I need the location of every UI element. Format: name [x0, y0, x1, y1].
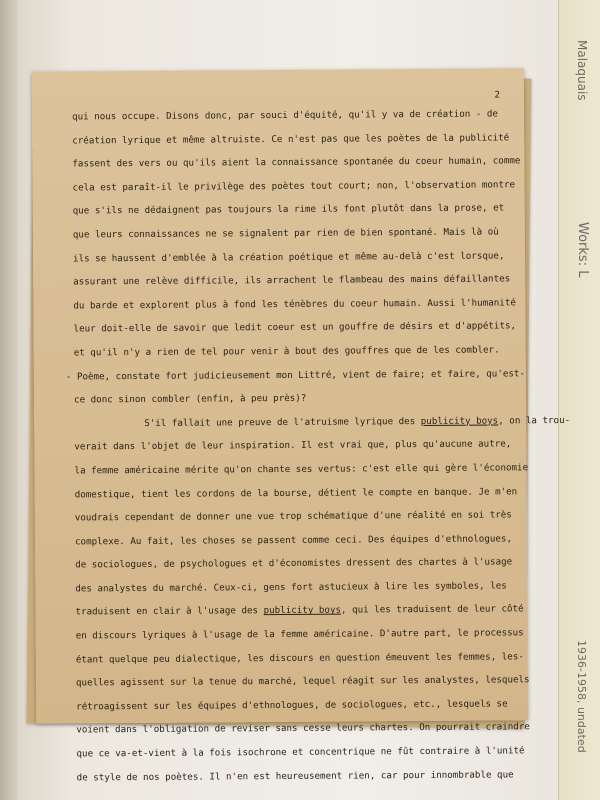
line-text-after: , on la trou- — [498, 414, 571, 427]
line-text: quelles agissent sur la tenue du marché, lequel réagit sur les analystes, lesquels — [75, 674, 530, 689]
line-text: création lyrique et même altruiste. Ce n'est pas que les poètes de la publicité — [72, 131, 510, 147]
text-line — [75, 527, 533, 554]
text-line — [72, 173, 530, 200]
text-line — [74, 433, 532, 460]
line-text: que s'ils ne dédaignent pas toujours la rime ils font plutôt dans la prose, et — [72, 202, 505, 217]
line-text: en discours lyriques à l'usage de la femme américaine. D'autre part, le processus — [75, 627, 524, 642]
line-text: qui nous occupe. Disons donc, par souci d'équité, qu'il y va de création - de — [72, 108, 498, 123]
text-line — [74, 385, 532, 412]
folder-label-series: Works: L — [575, 222, 590, 278]
text-line — [73, 291, 531, 318]
typewritten-page — [32, 68, 571, 784]
text-line — [73, 244, 531, 271]
text-line — [75, 574, 533, 601]
line-text: ils se haussent d'emblée à la création poétique et même au-delà c'est lorsque, — [72, 249, 505, 265]
underlined-term: publicity boys — [263, 605, 342, 617]
text-line — [72, 126, 530, 153]
line-text: rétroagissent sur les équipes d'ethnologues, de sociologues, etc., lesquels se — [76, 698, 508, 713]
line-text: de sociologues, de psychologues et d'économistes dressent des chartes à l'usage — [75, 556, 513, 571]
line-text: que ce va-et-vient à la fois isochrone et concentrique ne fût contraire à l'unité — [76, 745, 525, 760]
text-line — [74, 456, 532, 483]
line-text: fassent des vers ou qu'ils aient la connaissance spontanée du coeur humain, comme — [72, 155, 521, 170]
line-text: de style de nos poètes. Il n'en est heureusement rien, car pour innombrable que — [76, 769, 514, 784]
folder-label-name: Malaquais — [575, 40, 589, 101]
text-line — [75, 598, 533, 625]
text-line — [66, 362, 532, 389]
line-text: complexe. Au fait, les choses se passent comme ceci. Des équipes d'ethnologues, — [74, 533, 513, 548]
text-line — [76, 739, 534, 766]
line-text: - Poème, constate fort judicieusement mon Littré, vient de faire; et faire, qu'est- — [65, 367, 525, 383]
line-text: cela est paraît-il le privilège des poètes tout court; non, l'observation montre — [72, 179, 516, 194]
line-text: leur doit-elle de savoir que ledit coeur est un gouffre de désirs et d'appétits, — [73, 320, 517, 335]
line-text: étant quelque peu dialectique, les discours en question émeuvent les femmes, les- — [75, 650, 524, 666]
text-line — [73, 267, 531, 294]
line-text: et qu'il n'y a rien de tel pour venir à bout des gouffres que de les combler. — [73, 344, 500, 359]
line-text-after: , qui les traduisent de leur côté — [340, 603, 524, 617]
text-line — [76, 692, 534, 719]
line-text: domestique, tient les cordons de la bourse, détient le compte en banque. Je m'en — [74, 485, 518, 500]
line-text: voudrais cependant de donner une vue trop schématique d'une réalité en soi très — [74, 509, 512, 524]
text-line — [77, 763, 535, 790]
folder-label-dates: 1936-1958, undated — [575, 640, 588, 753]
text-line — [76, 716, 534, 743]
text-line — [73, 220, 531, 247]
line-text: la femme américaine mérite qu'on chante ses vertus: c'est elle qui gère l'économie — [74, 462, 529, 477]
line-text: verait dans l'objet de leur inspiration. Il est vrai que, plus qu'aucune autre, — [74, 438, 512, 453]
line-text: voient dans l'obligation de reviser sans cesse leurs chartes. On pourrait craindre — [76, 721, 530, 736]
text-line — [75, 480, 533, 507]
text-line — [74, 409, 571, 436]
text-line — [73, 197, 531, 224]
text-line — [73, 315, 531, 342]
line-text: traduisent en clair à l'usage des — [75, 605, 264, 618]
line-text: S'il fallait une preuve de l'atruisme lyrique des — [144, 415, 421, 429]
text-line — [76, 668, 534, 695]
text-line — [74, 338, 532, 365]
text-line — [72, 102, 530, 129]
page-number: 2 — [494, 90, 500, 101]
text-line — [76, 621, 534, 648]
text-line — [76, 645, 534, 672]
text-line — [75, 551, 533, 578]
line-text: du barde et explorent plus à fond les ténèbres du coeur humain. Aussi l'humanité — [73, 297, 516, 312]
page-body-text — [65, 102, 571, 789]
text-line — [72, 149, 530, 176]
underlined-term: publicity boys — [420, 415, 499, 427]
line-text: que leurs connaissances ne se signalent par rien de bien spontané. Mais là où — [72, 226, 499, 241]
line-text: assurant une relève difficile, ils arrachent le flambeau des mains défaillantes — [73, 273, 511, 288]
text-line — [75, 503, 533, 530]
line-text: ce donc sinon combler (enfin, à peu près)? — [73, 392, 307, 406]
line-text: des analystes du marché. Ceux-ci, gens fort astucieux à lire les symboles, les — [75, 580, 507, 595]
binder-edge — [0, 0, 18, 800]
